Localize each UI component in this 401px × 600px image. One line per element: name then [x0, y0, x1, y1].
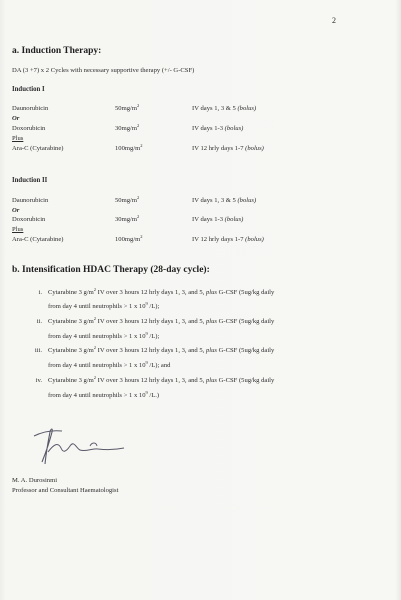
- item-line-1: Cytarabine 3 $g/m^2$ IV over 3 hours 12 hrly days 1, 3, and 5, plus G-CSF (5ug/kg daily: [48, 374, 275, 384]
- drug-schedule: IV 12 hrly days 1-7 (bolus): [192, 145, 264, 152]
- connector-or: Or: [12, 207, 20, 214]
- item-line-2: from day 4 until neutrophils > 1 x $10^9$ /L); and: [48, 359, 171, 369]
- induction-i-title: Induction I: [12, 86, 45, 93]
- drug-name: Daunorubicin: [12, 105, 49, 112]
- connector-plus: Plus: [12, 135, 24, 142]
- item-line-2: from day 4 until neutrophils > 1 x $10^9$ /L.): [48, 389, 160, 399]
- item-line-2: from day 4 until neutrophils > 1 x $10^9$ /L);: [48, 300, 160, 310]
- page-number: 2: [332, 16, 336, 25]
- handwritten-signature: [28, 412, 138, 472]
- signatory-title: Professor and Consultant Haematologist: [12, 487, 119, 494]
- drug-schedule: IV days 1-3 (bolus): [192, 216, 244, 223]
- drug-name: Doxorubicin: [12, 125, 46, 132]
- item-number: i.: [38, 289, 42, 296]
- drug-schedule: IV days 1, 3 & 5 (bolus): [192, 105, 257, 112]
- item-number: iv.: [35, 377, 42, 384]
- item-line-1: Cytarabine 3 $g/m^2$ IV over 3 hours 12 hrly days 1, 3, and 5, plus G-CSF (5ug/kg daily: [48, 315, 275, 325]
- drug-dose: $100mg/m^2$: [115, 143, 143, 153]
- item-line-1: Cytarabine 3 $g/m^2$ IV over 3 hours 12 hrly days 1, 3, and 5, plus G-CSF (5ug/kg daily: [48, 286, 275, 296]
- drug-dose: $100mg/m^2$: [115, 234, 143, 244]
- drug-dose: $50mg/m^2$: [115, 103, 140, 113]
- signatory-name: M. A. Durosinmi: [12, 477, 58, 484]
- drug-schedule: IV days 1, 3 & 5 (bolus): [192, 197, 257, 204]
- item-number: ii.: [36, 318, 42, 325]
- item-number: iii.: [34, 347, 42, 354]
- drug-schedule: IV 12 hrly days 1-7 (bolus): [192, 236, 264, 243]
- connector-plus: Plus: [12, 226, 24, 233]
- drug-dose: $30mg/m^2$: [115, 214, 140, 224]
- drug-schedule: IV days 1-3 (bolus): [192, 125, 244, 132]
- intensification-heading: b. Intensification HDAC Therapy (28-day cycle):: [12, 265, 210, 275]
- connector-or: Or: [12, 115, 20, 122]
- induction-intro: DA (3 +7) x 2 Cycles with necessary supportive therapy (+/- G-CSF): [12, 67, 195, 74]
- drug-name: Daunorubicin: [12, 197, 49, 204]
- drug-dose: $50mg/m^2$: [115, 195, 140, 205]
- item-line-1: Cytarabine 3 $g/m^2$ IV over 3 hours 12 hrly days 1, 3, and 5, plus G-CSF (5ug/kg daily: [48, 344, 275, 354]
- drug-name: Doxorubicin: [12, 216, 46, 223]
- drug-name: Ara-C (Cytarabine): [12, 145, 64, 152]
- induction-heading: a. Induction Therapy:: [12, 46, 102, 56]
- drug-dose: $30mg/m^2$: [115, 123, 140, 133]
- drug-name: Ara-C (Cytarabine): [12, 236, 64, 243]
- item-line-2: from day 4 until neutrophils > 1 x $10^9$ /L);: [48, 330, 160, 340]
- induction-ii-title: Induction II: [12, 177, 48, 184]
